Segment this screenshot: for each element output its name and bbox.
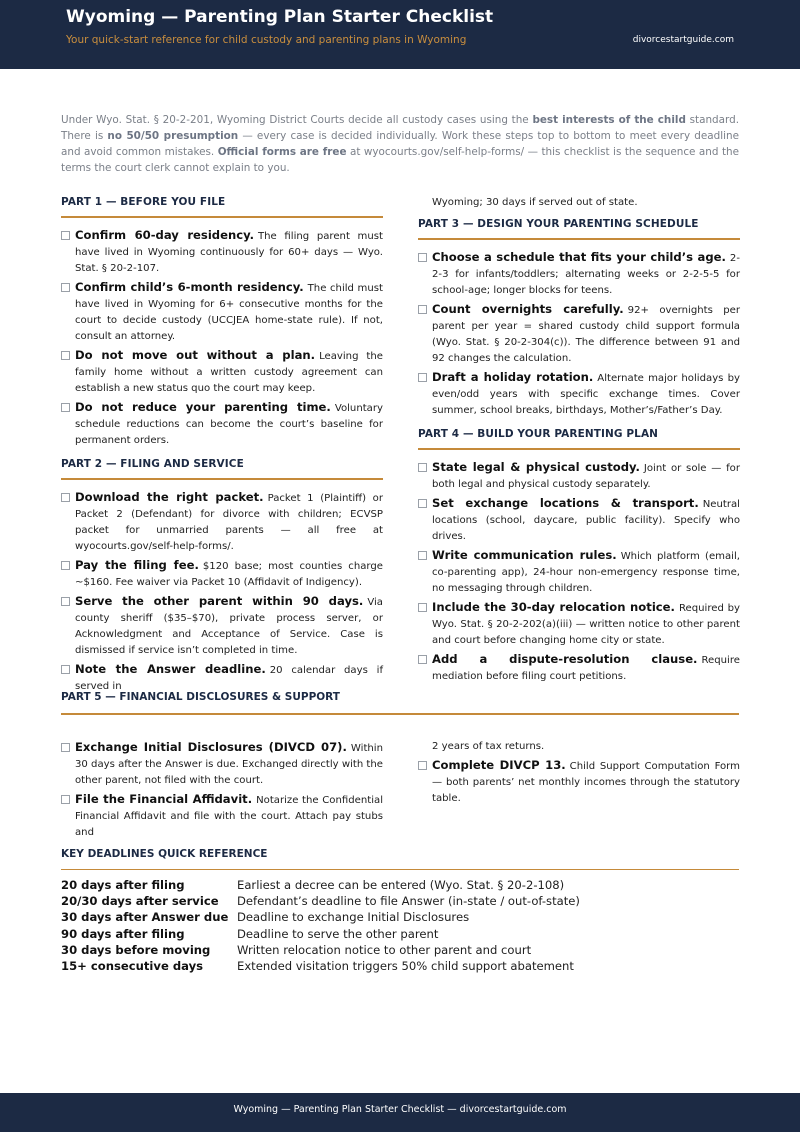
checklist-item[interactable]: [418, 369, 740, 419]
checkbox-icon[interactable]: [61, 283, 70, 292]
checklist-item[interactable]: [418, 547, 740, 597]
deadline-when: 20 days after filing: [61, 878, 185, 892]
table-row: [61, 942, 739, 958]
checkbox-icon[interactable]: [61, 231, 70, 240]
checklist-item[interactable]: [61, 661, 383, 695]
page-title: Wyoming — Parenting Plan Starter Checklist: [66, 7, 494, 27]
item-text: Which platform (email, co-parenting app), 24-hour non-emergency response time, no messaging through children.: [432, 551, 741, 594]
item-text: The child must have lived in Wyoming for 6+ consecutive months for the court to decide custody (UCCJEA home-state rule). If not, consult an attorney.: [75, 283, 383, 342]
checkbox-icon[interactable]: [418, 603, 427, 612]
part5-left-column: [61, 739, 383, 843]
item-title: Serve the other parent within 90 days.: [75, 594, 364, 608]
checkbox-icon[interactable]: [418, 463, 427, 472]
checklist-item[interactable]: [418, 459, 740, 493]
checkbox-icon[interactable]: [61, 493, 70, 502]
item-title: Add a dispute-resolution clause.: [432, 652, 698, 666]
deadline-what: Deadline to serve the other parent: [237, 926, 439, 941]
checkbox-icon[interactable]: [418, 373, 427, 382]
checklist-item[interactable]: [61, 347, 383, 397]
checklist-item[interactable]: [61, 489, 383, 555]
table-row: [61, 958, 739, 974]
left-column: [61, 196, 383, 697]
checklist-item[interactable]: [61, 227, 383, 277]
part5-heading: PART 5 — FINANCIAL DISCLOSURES & SUPPORT: [61, 691, 739, 715]
item-text: Leaving the family home without a written custody agreement can establish a new status quo the court may keep.: [75, 351, 383, 394]
item-text: 92+ overnights per parent per year = shared custody child support formula (Wyo. Stat. § 20-2-304(c)). The difference between 91 and 92 changes the calculation.: [432, 305, 741, 364]
item-text: 20 calendar days if served in: [75, 665, 383, 692]
item-text: Packet 1 (Plaintiff) or Packet 2 (Defendant) for divorce with children; ECVSP packet for unmarried parents — all free at wyocourts.gov/self-help-forms/.: [75, 493, 384, 552]
intro-text-3: — every case is decided individually. Work these steps top to bottom to meet every deadline and avoid common mistakes.: [61, 130, 739, 158]
checklist-item[interactable]: [418, 599, 740, 649]
checklist-item[interactable]: [61, 557, 383, 591]
checkbox-icon[interactable]: [61, 665, 70, 674]
item-text: Joint or sole — for both legal and physical custody separately.: [432, 463, 740, 490]
table-row: [61, 893, 739, 909]
item-title: Draft a holiday rotation.: [432, 370, 594, 384]
item-title: Confirm child’s 6-month residency.: [75, 280, 304, 294]
checklist-item[interactable]: [61, 791, 383, 841]
checkbox-icon[interactable]: [61, 597, 70, 606]
item-text: Voluntary schedule reductions can become the court’s baseline for permanent orders.: [75, 403, 383, 446]
deadline-when: 90 days after filing: [61, 926, 185, 941]
item-text: Via county sheriff ($35–$70), private process server, or Acknowledgment and Acceptance of Service. Case is dismissed if service isn’t completed in time.: [75, 597, 383, 656]
item-title: Write communication rules.: [432, 548, 617, 562]
checkbox-icon[interactable]: [418, 253, 427, 262]
item-text: Neutral locations (school, daycare, public facility). Specify who drives.: [432, 499, 740, 542]
item-text: The filing parent must have lived in Wyoming continuously for 60+ days — Wyo. Stat. § 20-2-107.: [75, 231, 383, 274]
site-name: divorcestartguide.com: [632, 35, 734, 45]
checklist-item[interactable]: [418, 651, 740, 685]
item-text: Within 30 days after the Answer is due. Exchanged directly with the other parent, not filed with the court.: [75, 743, 384, 786]
page-subtitle: Your quick-start reference for child custody and parenting plans in Wyoming: [66, 34, 467, 46]
item-title: Include the 30-day relocation notice.: [432, 600, 675, 614]
footer-text: Wyoming — Parenting Plan Starter Checklist — divorcestartguide.com: [233, 1104, 567, 1115]
item-title: Note the Answer deadline.: [75, 662, 266, 676]
checkbox-icon[interactable]: [61, 403, 70, 412]
checklist-item[interactable]: [61, 399, 383, 449]
part4-heading: PART 4 — BUILD YOUR PARENTING PLAN: [418, 428, 740, 450]
checkbox-icon[interactable]: [61, 561, 70, 570]
checklist-item[interactable]: [418, 249, 740, 299]
deadlines-heading: KEY DEADLINES QUICK REFERENCE: [61, 848, 739, 870]
intro-bold-2: no 50/50 presumption: [107, 130, 239, 142]
intro-bold-3: Official forms are free: [217, 146, 347, 158]
deadlines-table: [61, 877, 739, 974]
part1-heading: PART 1 — BEFORE YOU FILE: [61, 196, 383, 218]
deadline-when: 20/30 days after service: [61, 894, 219, 909]
checklist-item[interactable]: [418, 495, 740, 545]
part3-heading: PART 3 — DESIGN YOUR PARENTING SCHEDULE: [418, 218, 740, 240]
checklist-item[interactable]: [61, 593, 383, 659]
checklist-item[interactable]: [418, 757, 740, 807]
table-row: [61, 926, 739, 942]
item-title: Confirm 60-day residency.: [75, 228, 254, 242]
item-text: Require mediation before filing court petitions.: [432, 655, 740, 682]
item-text: Child Support Computation Form — both parents’ net monthly incomes through the statutory table.: [432, 761, 740, 804]
item-title: Do not reduce your parenting time.: [75, 400, 331, 414]
item-text: $120 base; most counties charge ~$160. Fee waiver via Packet 10 (Affidavit of Indigency).: [75, 561, 384, 588]
deadline-when: 15+ consecutive days: [61, 958, 204, 973]
table-row: [61, 909, 739, 925]
item-continuation: Wyoming; 30 days if served out of state.: [432, 197, 638, 208]
checkbox-icon[interactable]: [418, 305, 427, 314]
intro-text-2: standard. There is: [61, 114, 740, 142]
item-title: Download the right packet.: [75, 490, 264, 504]
checkbox-icon[interactable]: [61, 743, 70, 752]
part2-heading: PART 2 — FILING AND SERVICE: [61, 458, 383, 480]
checkbox-icon[interactable]: [418, 655, 427, 664]
item-title: Complete DIVCP 13.: [432, 758, 566, 772]
item-title: Set exchange locations & transport.: [432, 496, 699, 510]
intro-text-1: Under Wyo. Stat. § 20-2-201, Wyoming District Courts decide all custody cases using the: [61, 114, 533, 126]
item-title: Do not move out without a plan.: [75, 348, 316, 362]
item-text: 2-2-3 for infants/toddlers; alternating weeks or 2-2-5-5 for school-age; longer blocks for teens.: [432, 253, 740, 296]
deadline-when: 30 days after Answer due: [61, 910, 229, 925]
item-text: Notarize the Confidential Financial Affidavit and file with the court. Attach pay stubs and: [75, 795, 383, 838]
item-title: Choose a schedule that fits your child’s age.: [432, 250, 726, 264]
deadline-what: Earliest a decree can be entered (Wyo. Stat. § 20-2-108): [237, 878, 565, 892]
checklist-item[interactable]: [61, 279, 383, 345]
item-continuation: 2 years of tax returns.: [432, 741, 545, 752]
page-header: [0, 0, 800, 69]
right-column: [418, 195, 740, 687]
intro-bold-1: best interests of the child: [532, 114, 686, 126]
item-title: File the Financial Affidavit.: [75, 792, 253, 806]
item-text: Required by Wyo. Stat. § 20-2-202(a)(iii) — written notice to other parent and court before changing home city or state.: [432, 603, 741, 646]
item-title: State legal & physical custody.: [432, 460, 640, 474]
item-title: Exchange Initial Disclosures (DIVCD 07).: [75, 740, 347, 754]
checklist-item[interactable]: [418, 301, 740, 367]
deadline-what: Defendant’s deadline to file Answer (in-state / out-of-state): [237, 894, 580, 909]
page-footer: [0, 1093, 800, 1132]
checkbox-icon[interactable]: [418, 499, 427, 508]
intro-text-4: at wyocourts.gov/self-help-forms/ — this checklist is the sequence and the terms the court clerk cannot explain to you.: [61, 146, 739, 174]
item-title: Pay the filing fee.: [75, 558, 199, 572]
checkbox-icon[interactable]: [418, 551, 427, 560]
checkbox-icon[interactable]: [61, 795, 70, 804]
part5-right-column: [418, 739, 740, 809]
intro-paragraph: [61, 112, 739, 176]
deadline-what: Extended visitation triggers 50% child support abatement: [237, 958, 574, 973]
item-title: Count overnights carefully.: [432, 302, 624, 316]
deadline-when: 30 days before moving: [61, 942, 211, 957]
deadline-what: Written relocation notice to other parent and court: [237, 942, 532, 957]
checklist-item[interactable]: [61, 739, 383, 789]
deadline-what: Deadline to exchange Initial Disclosures: [237, 910, 470, 925]
item-text: Alternate major holidays by even/odd years with specific exchange times. Cover summer, school breaks, birthdays, Mother’s/Father’s Day.: [432, 373, 740, 416]
checkbox-icon[interactable]: [61, 351, 70, 360]
table-row: [61, 877, 739, 893]
checkbox-icon[interactable]: [418, 761, 427, 770]
